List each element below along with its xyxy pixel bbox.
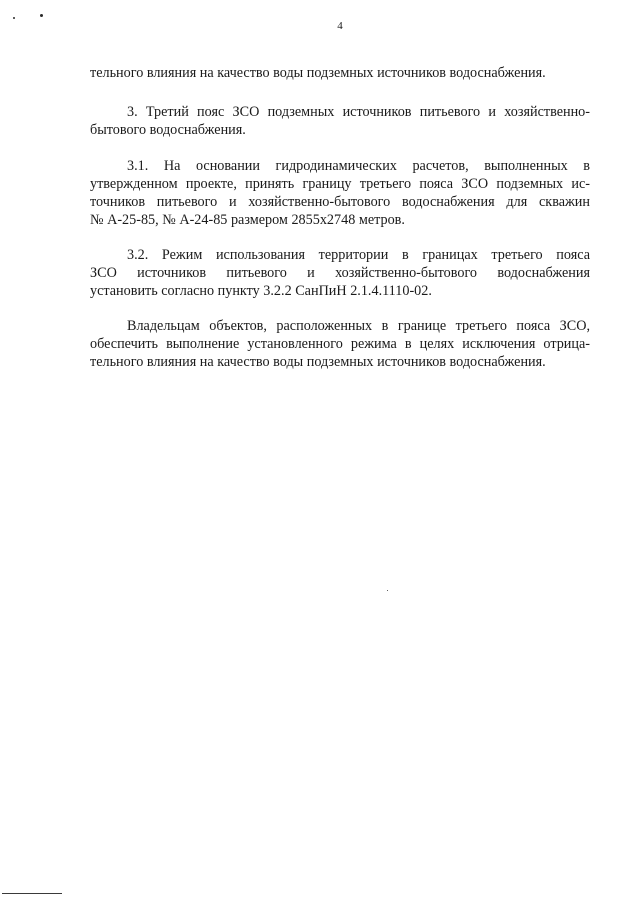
text-line: бытового водоснабжения.: [90, 122, 246, 138]
paragraph-owners: [90, 317, 590, 371]
paragraph-continuation: [90, 64, 546, 82]
text-line: установить согласно пункту 3.2.2 СанПиН 2.1.4.1110-02.: [90, 283, 432, 299]
paragraph-item-3-2: [90, 246, 590, 300]
text-line: утвержденном проекте, принять границу третьего пояса ЗСО подземных ис-: [90, 176, 590, 192]
text-line: 3. Третий пояс ЗСО подземных источников питьевого и хозяйственно-: [127, 104, 590, 120]
scan-speck: [13, 17, 15, 19]
text-line: 3.2. Режим использования территории в границах третьего пояса: [127, 247, 590, 263]
text-line: тельного влияния на качество воды подземных источников водоснабжения.: [90, 354, 546, 370]
scan-speck: [387, 590, 388, 591]
scan-speck: [40, 14, 43, 17]
text-line: Владельцам объектов, расположенных в границе третьего пояса ЗСО,: [127, 318, 590, 334]
text-line: точников питьевого и хозяйственно-бытового водоснабжения для скважин: [90, 194, 590, 210]
text-line: ЗСО источников питьевого и хозяйственно-бытового водоснабжения: [90, 265, 590, 281]
text-line: 3.1. На основании гидродинамических расчетов, выполненных в: [127, 158, 590, 174]
paragraph-section-3: [90, 103, 590, 139]
text-line: № А-25-85, № А-24-85 размером 2855х2748 метров.: [90, 212, 405, 228]
bottom-rule: [2, 893, 62, 894]
page-number: 4: [337, 20, 343, 32]
text-line: обеспечить выполнение установленного режима в целях исключения отрица-: [90, 336, 590, 352]
paragraph-item-3-1: [90, 157, 590, 229]
text-line: тельного влияния на качество воды подземных источников водоснабжения.: [90, 65, 546, 81]
